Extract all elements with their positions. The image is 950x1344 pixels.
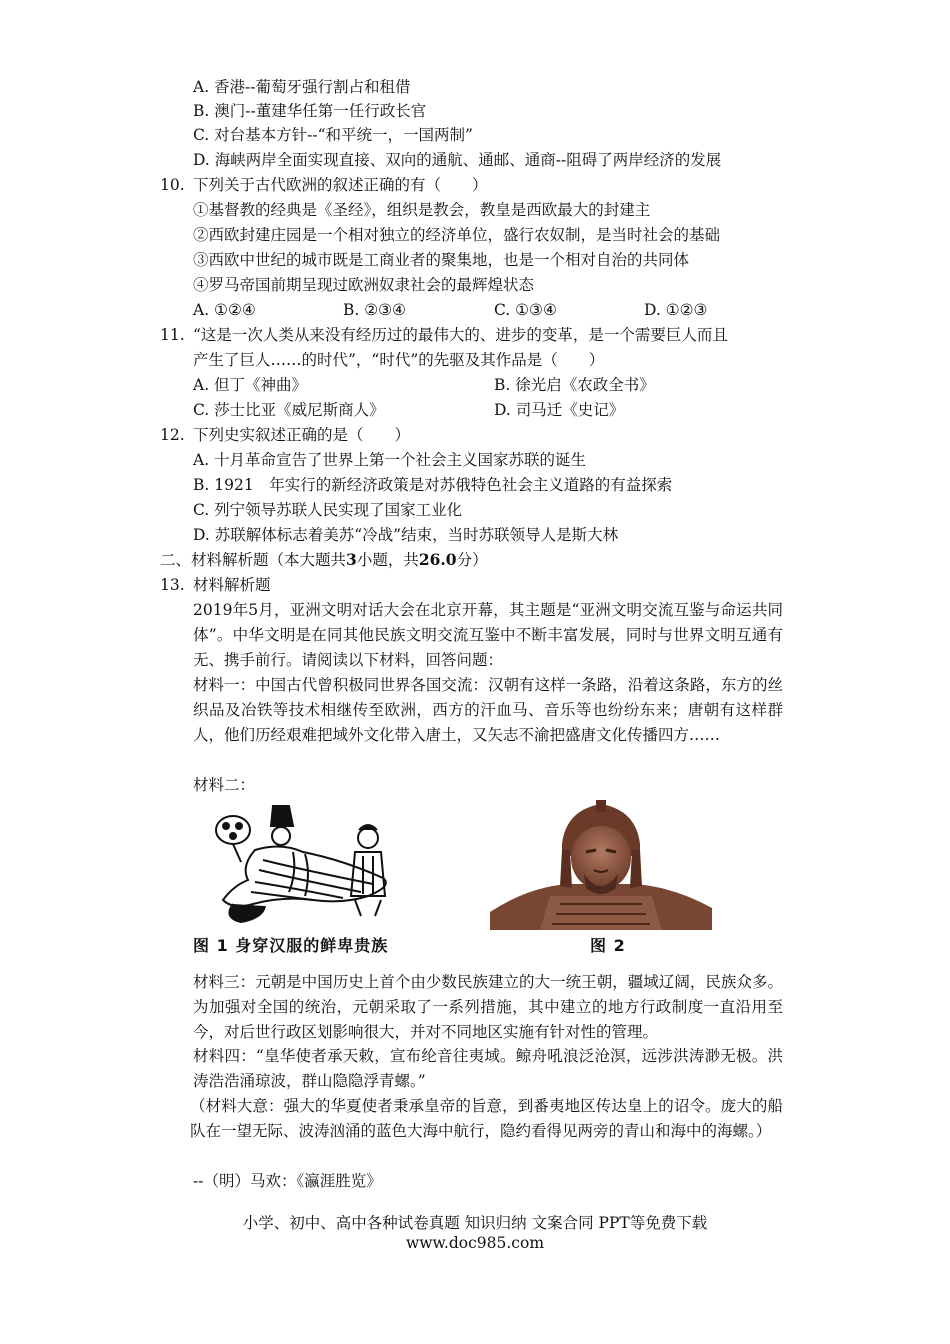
q9-option-a: A. 香港--葡萄牙强行割占和租借 bbox=[193, 78, 411, 96]
material-3: 材料三：元朝是中国历史上首个由少数民族建立的大一统王朝，疆域辽阔，民族众多。为加强对全国的统治，元朝采取了一系列措施，其中建立的地方行政制度一直沿用至今，对后世行政区划影响很大，并对不同地区实施有针对性的管理。 bbox=[193, 973, 783, 1041]
section-2-mid: 小题，共 bbox=[356, 551, 419, 569]
section-2-pre: 二、材料解析题（本大题共 bbox=[160, 551, 347, 569]
figure-1-image bbox=[193, 800, 408, 928]
q10-item-4: ④罗马帝国前期呈现过欧洲奴隶社会的最辉煌状态 bbox=[193, 276, 535, 294]
q10-item-3: ③西欧中世纪的城市既是工商业者的聚集地，也是一个相对自治的共同体 bbox=[193, 251, 690, 269]
q11-stem-line1: “这是一次人类从来没有经历过的最伟大的、进步的变革，是一个需要巨人而且 bbox=[193, 326, 728, 344]
material-4-source: --（明）马欢：《瀛涯胜览》 bbox=[193, 1172, 382, 1190]
figure-2-image bbox=[490, 800, 712, 930]
footer-url[interactable]: www.doc985.com bbox=[405, 1234, 545, 1252]
figure-2-caption: 图 2 bbox=[590, 936, 626, 955]
q12-option-a: A. 十月革命宣告了世界上第一个社会主义国家苏联的诞生 bbox=[193, 451, 587, 469]
q9-option-c: C. 对台基本方针--“和平统一，一国两制” bbox=[193, 126, 473, 144]
q9-option-d: D. 海峡两岸全面实现直接、双向的通航、通邮、通商--阻碍了两岸经济的发展 bbox=[193, 151, 722, 169]
section-2-header bbox=[160, 550, 488, 570]
q12-number: 12. bbox=[160, 426, 185, 444]
q10-option-a: A. ①②④ bbox=[193, 301, 256, 319]
q11-option-b: B. 徐光启《农政全书》 bbox=[494, 376, 655, 394]
q13-intro: 2019年5月，亚洲文明对话大会在北京开幕，其主题是“亚洲文明交流互鉴与命运共同体”。中华文明是在同其他民族文明交流互鉴中不断丰富发展，同时与世界文明互通有无、携手前行。请阅读以下材料，回答问题： bbox=[193, 601, 783, 669]
q12-option-c: C. 列宁领导苏联人民实现了国家工业化 bbox=[193, 501, 463, 519]
q10-stem: 下列关于古代欧洲的叙述正确的有（ ） bbox=[193, 176, 488, 194]
figure-1-caption: 图 1 身穿汉服的鲜卑贵族 bbox=[193, 936, 389, 955]
q11-option-c: C. 莎士比亚《威尼斯商人》 bbox=[193, 401, 385, 419]
material-1: 材料一：中国古代曾积极同世界各国交流：汉朝有这样一条路，沿着这条路，东方的丝织品及冶铁等技术相继传至欧洲，西方的汗血马、音乐等也纷纷东来；唐朝有这样群人，他们历经艰难把域外文化带入唐土，又矢志不渝把盛唐文化传播四方…… bbox=[193, 676, 783, 744]
q11-option-d: D. 司马迁《史记》 bbox=[494, 401, 625, 419]
q13-title: 材料解析题 bbox=[193, 576, 271, 594]
material-2-label: 材料二： bbox=[193, 776, 256, 794]
q12-option-d: D. 苏联解体标志着美苏“冷战”结束，当时苏联领导人是斯大林 bbox=[193, 526, 619, 544]
q10-option-b: B. ②③④ bbox=[343, 301, 406, 319]
q10-number: 10. bbox=[160, 176, 185, 194]
q11-option-a: A. 但丁《神曲》 bbox=[193, 376, 308, 394]
q11-stem-line2: 产生了巨人……的时代”，“时代”的先驱及其作品是（ ） bbox=[193, 351, 605, 369]
q13-number: 13. bbox=[160, 576, 185, 594]
section-2-post: 分） bbox=[456, 551, 488, 569]
footer-line-1: 小学、初中、高中各种试卷真题 知识归纳 文案合同 PPT等免费下载 bbox=[242, 1214, 708, 1232]
section-2-count: 3 bbox=[346, 550, 357, 569]
q10-option-d: D. ①②③ bbox=[644, 301, 708, 319]
q10-option-c: C. ①③④ bbox=[494, 301, 557, 319]
q10-item-2: ②西欧封建庄园是一个相对独立的经济单位，盛行农奴制，是当时社会的基础 bbox=[193, 226, 721, 244]
q10-item-1: ①基督教的经典是《圣经》，组织是教会，教皇是西欧最大的封建主 bbox=[193, 201, 651, 219]
q12-option-b: B. 1921 年实行的新经济政策是对苏俄特色社会主义道路的有益探索 bbox=[193, 476, 673, 494]
material-4: 材料四：“皇华使者承天敕，宣布纶音往夷域。鲸舟吼浪泛沧溟，远涉洪涛渺无极。洪涛浩浩涌琼波，群山隐隐浮青螺。” bbox=[193, 1047, 783, 1090]
q12-stem: 下列史实叙述正确的是（ ） bbox=[193, 426, 411, 444]
q9-option-b: B. 澳门--董建华任第一任行政长官 bbox=[193, 102, 427, 120]
material-4-note: （材料大意：强大的华夏使者秉承皇帝的旨意，到番夷地区传达皇上的诏令。庞大的船队在一望无际、波涛汹涌的蓝色大海中航行，隐约看得见两旁的青山和海中的海螺。） bbox=[190, 1097, 783, 1140]
q11-number: 11. bbox=[160, 326, 185, 344]
section-2-score: 26.0 bbox=[418, 550, 457, 569]
